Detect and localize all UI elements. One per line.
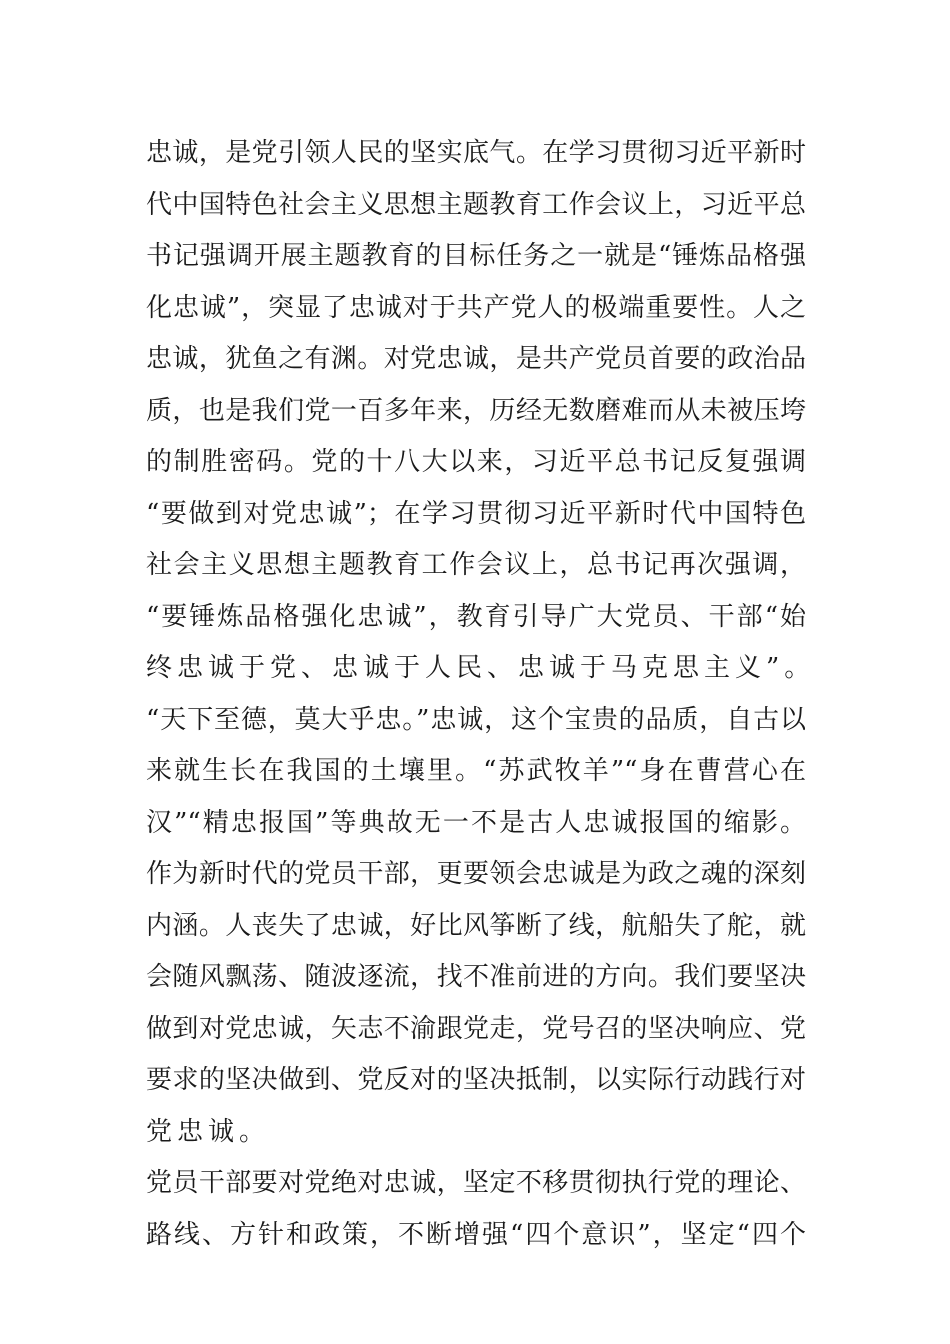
text-line-13: 来就生长在我国的土壤里。“苏武牧羊”“身在曹营心在 bbox=[146, 756, 806, 786]
text-line-3: 书记强调开展主题教育的目标任务之一就是“锤炼品格强 bbox=[146, 241, 806, 271]
text-line-19: 要求的坚决做到、党反对的坚决抵制，以实际行动践行对 bbox=[146, 1065, 806, 1095]
text-line-14: 汉”“精忠报国”等典故无一不是古人忠诚报国的缩影。 bbox=[146, 807, 806, 838]
text-line-5: 忠诚，犹鱼之有渊。对党忠诚，是共产党员首要的政治品 bbox=[146, 344, 806, 374]
text-line-6: 质，也是我们党一百多年来，历经无数磨难而从未被压垮 bbox=[146, 395, 806, 426]
body-text bbox=[146, 128, 816, 1261]
text-line-10: “要锤炼品格强化忠诚”，教育引导广大党员、干部“始 bbox=[146, 601, 806, 632]
text-line-18: 做到对党忠诚，矢志不渝跟党走，党号召的坚决响应、党 bbox=[146, 1013, 806, 1044]
text-line-11: 终忠诚于党、忠诚于人民、忠诚于马克思主义”。 bbox=[146, 653, 816, 683]
text-line-8: “要做到对党忠诚”；在学习贯彻习近平新时代中国特色 bbox=[146, 498, 806, 529]
text-line-17: 会随风飘荡、随波逐流，找不准前进的方向。我们要坚决 bbox=[146, 962, 806, 992]
text-line-21: 党员干部要对党绝对忠诚，坚定不移贯彻执行党的理论、 bbox=[146, 1168, 806, 1198]
text-line-16: 内涵。人丧失了忠诚，好比风筝断了线，航船失了舵，就 bbox=[146, 910, 806, 941]
text-line-4: 化忠诚”，突显了忠诚对于共产党人的极端重要性。人之 bbox=[146, 292, 806, 323]
text-line-1: 忠诚，是党引领人民的坚实底气。在学习贯彻习近平新时 bbox=[146, 138, 806, 168]
text-line-15: 作为新时代的党员干部，更要领会忠诚是为政之魂的深刻 bbox=[146, 859, 806, 889]
text-line-9: 社会主义思想主题教育工作会议上，总书记再次强调， bbox=[146, 550, 806, 580]
text-line-2: 代中国特色社会主义思想主题教育工作会议上，习近平总 bbox=[146, 189, 806, 220]
text-line-20: 党忠诚。 bbox=[146, 1116, 271, 1147]
text-line-22: 路线、方针和政策，不断增强“四个意识”，坚定“四个 bbox=[146, 1219, 806, 1250]
text-line-12: “天下至德，莫大乎忠。”忠诚，这个宝贵的品质，自古以 bbox=[146, 704, 806, 735]
text-line-7: 的制胜密码。党的十八大以来，习近平总书记反复强调 bbox=[146, 447, 806, 477]
